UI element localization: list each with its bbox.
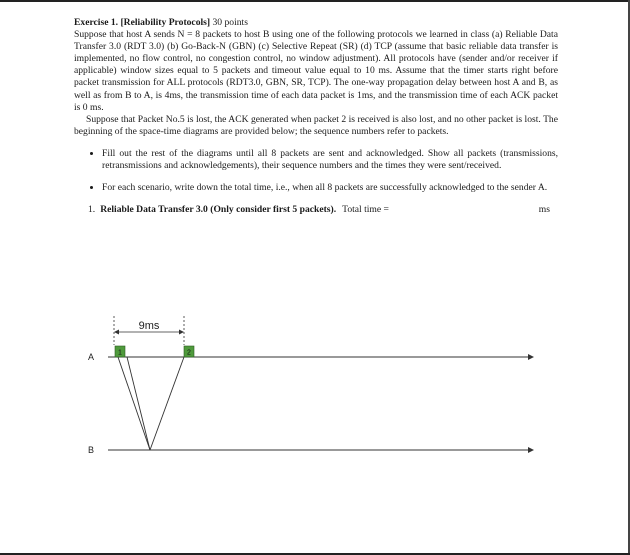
host-a-label: A xyxy=(88,352,95,362)
loss-paragraph: Suppose that Packet No.5 is lost, the ACK generated when packet 2 is received is also lost, and no other packet is lost. The beginning of the space-time diagrams are provided below; the sequence numbers refer to packets. xyxy=(74,113,558,137)
total-time-label: Total time = xyxy=(342,204,389,216)
question-number: 1. xyxy=(88,204,96,216)
exercise-points: 30 points xyxy=(212,17,248,28)
ack-1 xyxy=(150,357,184,450)
packet-1-transmission xyxy=(118,357,150,450)
exercise-title: [Reliability Protocols] xyxy=(120,17,211,28)
interval-label: 9ms xyxy=(138,320,160,332)
instruction-item: • Fill out the rest of the diagrams until all 8 packets are sent and acknowledged. Show all packets (transmissions, retransmissions and acknowledgements), their sequence numbers and the times they were sent/received. xyxy=(102,148,558,172)
question-title: Reliable Data Transfer 3.0 (Only consider first 5 packets). xyxy=(100,204,337,216)
packet-1-seq: 1 xyxy=(118,349,122,357)
instruction-item: • For each scenario, write down the total time, i.e., when all 8 packets are successfully acknowledged to the sender A. xyxy=(102,182,558,194)
total-time-unit: ms xyxy=(538,204,550,216)
interval-arrow-right xyxy=(179,330,184,335)
host-b-label: B xyxy=(88,445,95,455)
packet-1-transmission-end xyxy=(127,357,150,450)
interval-arrow-left xyxy=(114,330,119,335)
packet-2-seq: 2 xyxy=(187,349,191,357)
intro-paragraph: Suppose that host A sends N = 8 packets to host B using one of the following protocols we learned in class (a) Reliable Data Transfer 3.0 (RDT 3.0) (b) Go-Back-N (GBN) (c) Selective Repeat (SR) (d) TCP (assume that basic reliable data transfer is implemented, no flow control, no congestion control, no window adjustment). All protocols have (sender and/or receiver if applicable) window sizes equal to 5 packets and timeout value equal to 10 ms. Assume that the timer starts right before packet transmission for ALL protocols (RDT3.0, GBN, SR, TCP). The one-way propagation delay between host A and B, as well as from B to A, is 4ms, the transmission time of each data packet is 1ms, and the transmission time of each ACK packet is 0 ms. xyxy=(74,29,558,113)
exercise-number: Exercise 1. xyxy=(74,17,119,28)
